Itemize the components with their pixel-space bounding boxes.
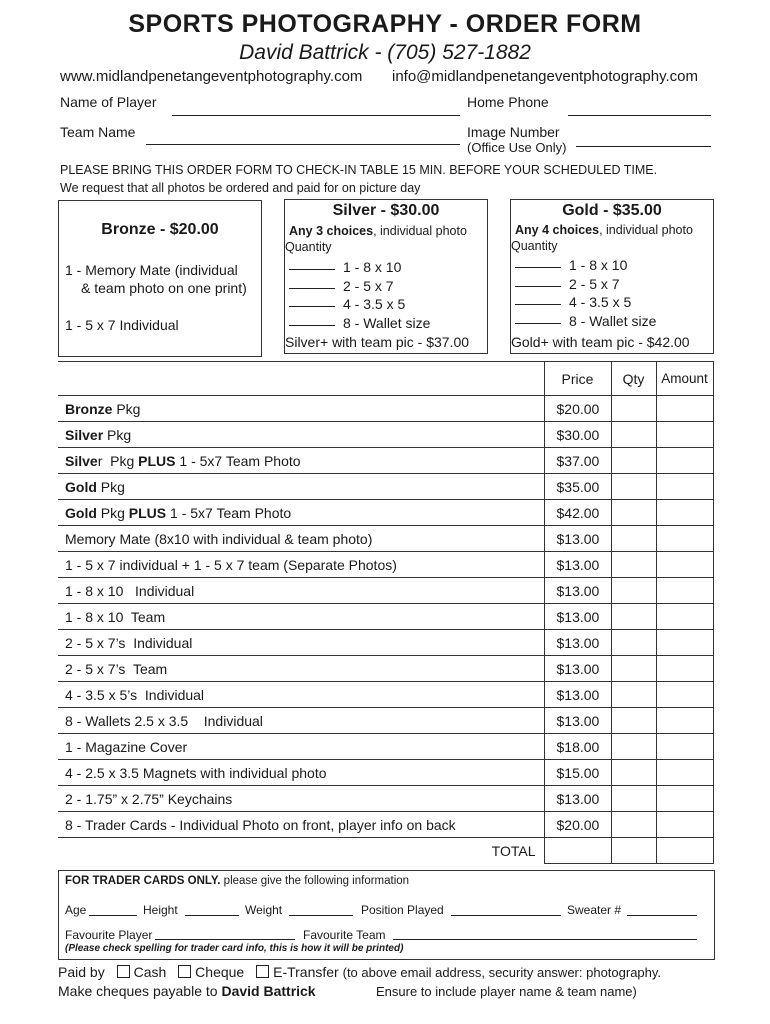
table-row — [58, 708, 713, 734]
qty-cell[interactable] — [611, 396, 656, 422]
bronze-title: Bronze - $20.00 — [101, 221, 219, 238]
gold-choices: Any 4 choices — [515, 223, 600, 237]
item-description: Bronze Pkg — [58, 396, 544, 422]
item-description: 2 - 5 x 7’s Team — [58, 656, 544, 682]
item-price: $20.00 — [544, 396, 611, 422]
sweater-field[interactable] — [627, 915, 697, 916]
team-name-field[interactable] — [146, 144, 460, 145]
position-field[interactable] — [451, 915, 561, 916]
amount-cell[interactable] — [656, 604, 713, 630]
item-description: Silver Pkg — [58, 422, 544, 448]
price-table — [58, 361, 714, 864]
amount-cell[interactable] — [656, 396, 713, 422]
qty-cell[interactable] — [611, 812, 656, 838]
table-row — [58, 474, 713, 500]
item-description: 1 - 8 x 10 Individual — [58, 578, 544, 604]
gold-option-3.5x5[interactable]: 4 - 3.5 x 5 — [515, 293, 656, 312]
total-amount-cell[interactable] — [656, 838, 713, 864]
payee-name: David Battrick — [221, 983, 316, 999]
item-price: $13.00 — [544, 552, 611, 578]
age-field[interactable] — [89, 915, 137, 916]
item-description: Gold Pkg PLUS 1 - 5x7 Team Photo — [58, 500, 544, 526]
amount-cell[interactable] — [656, 578, 713, 604]
qty-header: Qty — [611, 362, 656, 396]
etransfer-checkbox[interactable] — [256, 965, 269, 978]
table-row — [58, 630, 713, 656]
amount-cell[interactable] — [656, 552, 713, 578]
item-description: Silver Pkg PLUS 1 - 5x7 Team Photo — [58, 448, 544, 474]
item-price: $13.00 — [544, 682, 611, 708]
favourite-player-label: Favourite Player — [65, 928, 153, 942]
qty-cell[interactable] — [611, 630, 656, 656]
age-label: Age — [65, 903, 87, 917]
qty-cell[interactable] — [611, 474, 656, 500]
table-row — [58, 396, 713, 422]
table-row — [58, 812, 713, 838]
amount-cell[interactable] — [656, 526, 713, 552]
amount-cell[interactable] — [656, 682, 713, 708]
qty-cell[interactable] — [611, 604, 656, 630]
qty-cell[interactable] — [611, 552, 656, 578]
cheque-checkbox[interactable] — [178, 965, 191, 978]
bronze-item-2: 1 - 5 x 7 Individual — [65, 317, 179, 333]
form-title: SPORTS PHOTOGRAPHY - ORDER FORM — [128, 10, 642, 38]
table-row — [58, 734, 713, 760]
item-price: $13.00 — [544, 656, 611, 682]
cheque-payable-label: Make cheques payable to — [58, 983, 222, 999]
height-label: Height — [143, 903, 178, 917]
etransfer-label: E-Transfer — [273, 964, 339, 980]
item-description: 4 - 2.5 x 3.5 Magnets with individual photo — [58, 760, 544, 786]
item-price: $15.00 — [544, 760, 611, 786]
table-row — [58, 786, 713, 812]
bronze-item-1a: 1 - Memory Mate (individual — [65, 262, 238, 278]
table-row — [58, 682, 713, 708]
amount-cell[interactable] — [656, 656, 713, 682]
item-description: 2 - 5 x 7’s Individual — [58, 630, 544, 656]
gold-title: Gold - $35.00 — [562, 202, 662, 219]
total-label: TOTAL — [491, 842, 536, 859]
price-header: Price — [544, 362, 611, 396]
checkin-notice: PLEASE BRING THIS ORDER FORM TO CHECK-IN TABLE 15 MIN. BEFORE YOUR SCHEDULED TIME. — [60, 163, 658, 177]
gold-option-5x7[interactable]: 2 - 5 x 7 — [515, 275, 656, 294]
item-description: Memory Mate (8x10 with individual & team photo) — [58, 526, 544, 552]
item-price: $18.00 — [544, 734, 611, 760]
favourite-team-label: Favourite Team — [303, 928, 386, 942]
weight-field[interactable] — [289, 915, 353, 916]
amount-cell[interactable] — [656, 422, 713, 448]
item-price: $13.00 — [544, 578, 611, 604]
item-description: 1 - 5 x 7 individual + 1 - 5 x 7 team (Separate Photos) — [58, 552, 544, 578]
amount-cell[interactable] — [656, 786, 713, 812]
table-row — [58, 604, 713, 630]
height-field[interactable] — [185, 915, 239, 916]
name-of-player-field[interactable] — [172, 115, 460, 116]
silver-choices: Any 3 choices — [289, 224, 374, 238]
qty-cell[interactable] — [611, 578, 656, 604]
etransfer-note: (to above email address, security answer: photography. — [342, 965, 662, 980]
qty-cell[interactable] — [611, 760, 656, 786]
amount-cell[interactable] — [656, 760, 713, 786]
paid-by-label: Paid by — [58, 964, 105, 980]
amount-cell[interactable] — [656, 708, 713, 734]
silver-option-8x10[interactable]: 1 - 8 x 10 — [289, 258, 430, 277]
item-price: $20.00 — [544, 812, 611, 838]
image-number-label: Image Number — [467, 124, 560, 140]
qty-cell[interactable] — [611, 500, 656, 526]
table-row — [58, 656, 713, 682]
table-row — [58, 760, 713, 786]
item-description: 1 - 8 x 10 Team — [58, 604, 544, 630]
item-description: 1 - Magazine Cover — [58, 734, 544, 760]
item-price: $37.00 — [544, 448, 611, 474]
item-price: $42.00 — [544, 500, 611, 526]
silver-package-box — [284, 199, 488, 354]
silver-quantity-label: Quantity — [285, 240, 332, 254]
silver-option-3.5x5[interactable]: 4 - 3.5 x 5 — [289, 295, 430, 314]
trader-heading-rest: please give the following information — [220, 875, 410, 887]
gold-package-box — [510, 199, 714, 354]
gold-option-wallet[interactable]: 8 - Wallet size — [515, 312, 656, 331]
table-row — [58, 500, 713, 526]
trader-cards-box — [58, 870, 715, 960]
amount-cell[interactable] — [656, 500, 713, 526]
amount-cell[interactable] — [656, 812, 713, 838]
qty-cell[interactable] — [611, 526, 656, 552]
qty-cell[interactable] — [611, 448, 656, 474]
amount-cell[interactable] — [656, 474, 713, 500]
email-link[interactable]: info@midlandpenetangeventphotography.com — [392, 68, 698, 85]
table-row — [58, 448, 713, 474]
amount-cell[interactable] — [656, 630, 713, 656]
gold-team-note: Gold+ with team pic - $42.00 — [511, 334, 690, 350]
qty-cell[interactable] — [611, 422, 656, 448]
amount-cell[interactable] — [656, 734, 713, 760]
favourite-team-field[interactable] — [393, 939, 697, 940]
office-use-label: (Office Use Only) — [467, 140, 567, 155]
item-price: $13.00 — [544, 630, 611, 656]
qty-cell[interactable] — [611, 682, 656, 708]
image-number-field[interactable] — [576, 146, 711, 147]
ensure-note: Ensure to include player name & team name) — [376, 984, 637, 999]
gold-option-8x10[interactable]: 1 - 8 x 10 — [515, 256, 656, 275]
qty-cell[interactable] — [611, 734, 656, 760]
item-description: 8 - Trader Cards - Individual Photo on front, player info on back — [58, 812, 544, 838]
trader-spelling-note: (Please check spelling for trader card info, this is how it will be printed) — [65, 943, 404, 954]
total-price-cell — [544, 838, 611, 864]
total-qty-cell[interactable] — [611, 838, 656, 864]
contact-line: David Battrick - (705) 527-1882 — [239, 41, 531, 64]
home-phone-field[interactable] — [568, 115, 711, 116]
item-description: 2 - 1.75” x 2.75” Keychains — [58, 786, 544, 812]
qty-cell[interactable] — [611, 786, 656, 812]
table-row — [58, 526, 713, 552]
item-price: $35.00 — [544, 474, 611, 500]
item-description: 4 - 3.5 x 5’s Individual — [58, 682, 544, 708]
silver-option-wallet[interactable]: 8 - Wallet size — [289, 314, 430, 333]
amount-cell[interactable] — [656, 448, 713, 474]
silver-choices-rest: , individual photo — [373, 224, 467, 238]
item-price: $13.00 — [544, 786, 611, 812]
sweater-label: Sweater # — [567, 903, 622, 917]
item-price: $30.00 — [544, 422, 611, 448]
table-row — [58, 578, 713, 604]
weight-label: Weight — [245, 903, 283, 917]
silver-option-5x7[interactable]: 2 - 5 x 7 — [289, 277, 430, 296]
item-description: 8 - Wallets 2.5 x 3.5 Individual — [58, 708, 544, 734]
silver-title: Silver - $30.00 — [332, 202, 440, 219]
position-label: Position Played — [361, 903, 444, 917]
table-row — [58, 552, 713, 578]
gold-quantity-label: Quantity — [511, 239, 558, 253]
item-price: $13.00 — [544, 526, 611, 552]
website-link[interactable]: www.midlandpenetangeventphotography.com — [60, 68, 363, 85]
payment-notice: We request that all photos be ordered and paid for on picture day — [60, 181, 421, 195]
team-name-label: Team Name — [60, 124, 136, 140]
item-price: $13.00 — [544, 708, 611, 734]
favourite-player-field[interactable] — [155, 939, 295, 940]
item-price: $13.00 — [544, 604, 611, 630]
gold-choices-rest: , individual photo — [599, 223, 693, 237]
name-of-player-label: Name of Player — [60, 94, 157, 110]
home-phone-label: Home Phone — [467, 94, 549, 110]
cash-checkbox[interactable] — [117, 965, 130, 978]
qty-cell[interactable] — [611, 656, 656, 682]
bronze-package-box — [58, 200, 262, 357]
silver-team-note: Silver+ with team pic - $37.00 — [285, 334, 470, 350]
cheque-label: Cheque — [195, 964, 245, 980]
amount-header: Amount — [656, 362, 713, 396]
payment-row — [58, 964, 661, 980]
item-description: Gold Pkg — [58, 474, 544, 500]
trader-heading: FOR TRADER CARDS ONLY. — [65, 875, 221, 887]
cash-label: Cash — [133, 964, 167, 980]
bronze-item-1b: & team photo on one print) — [81, 280, 247, 296]
table-row — [58, 422, 713, 448]
qty-cell[interactable] — [611, 708, 656, 734]
